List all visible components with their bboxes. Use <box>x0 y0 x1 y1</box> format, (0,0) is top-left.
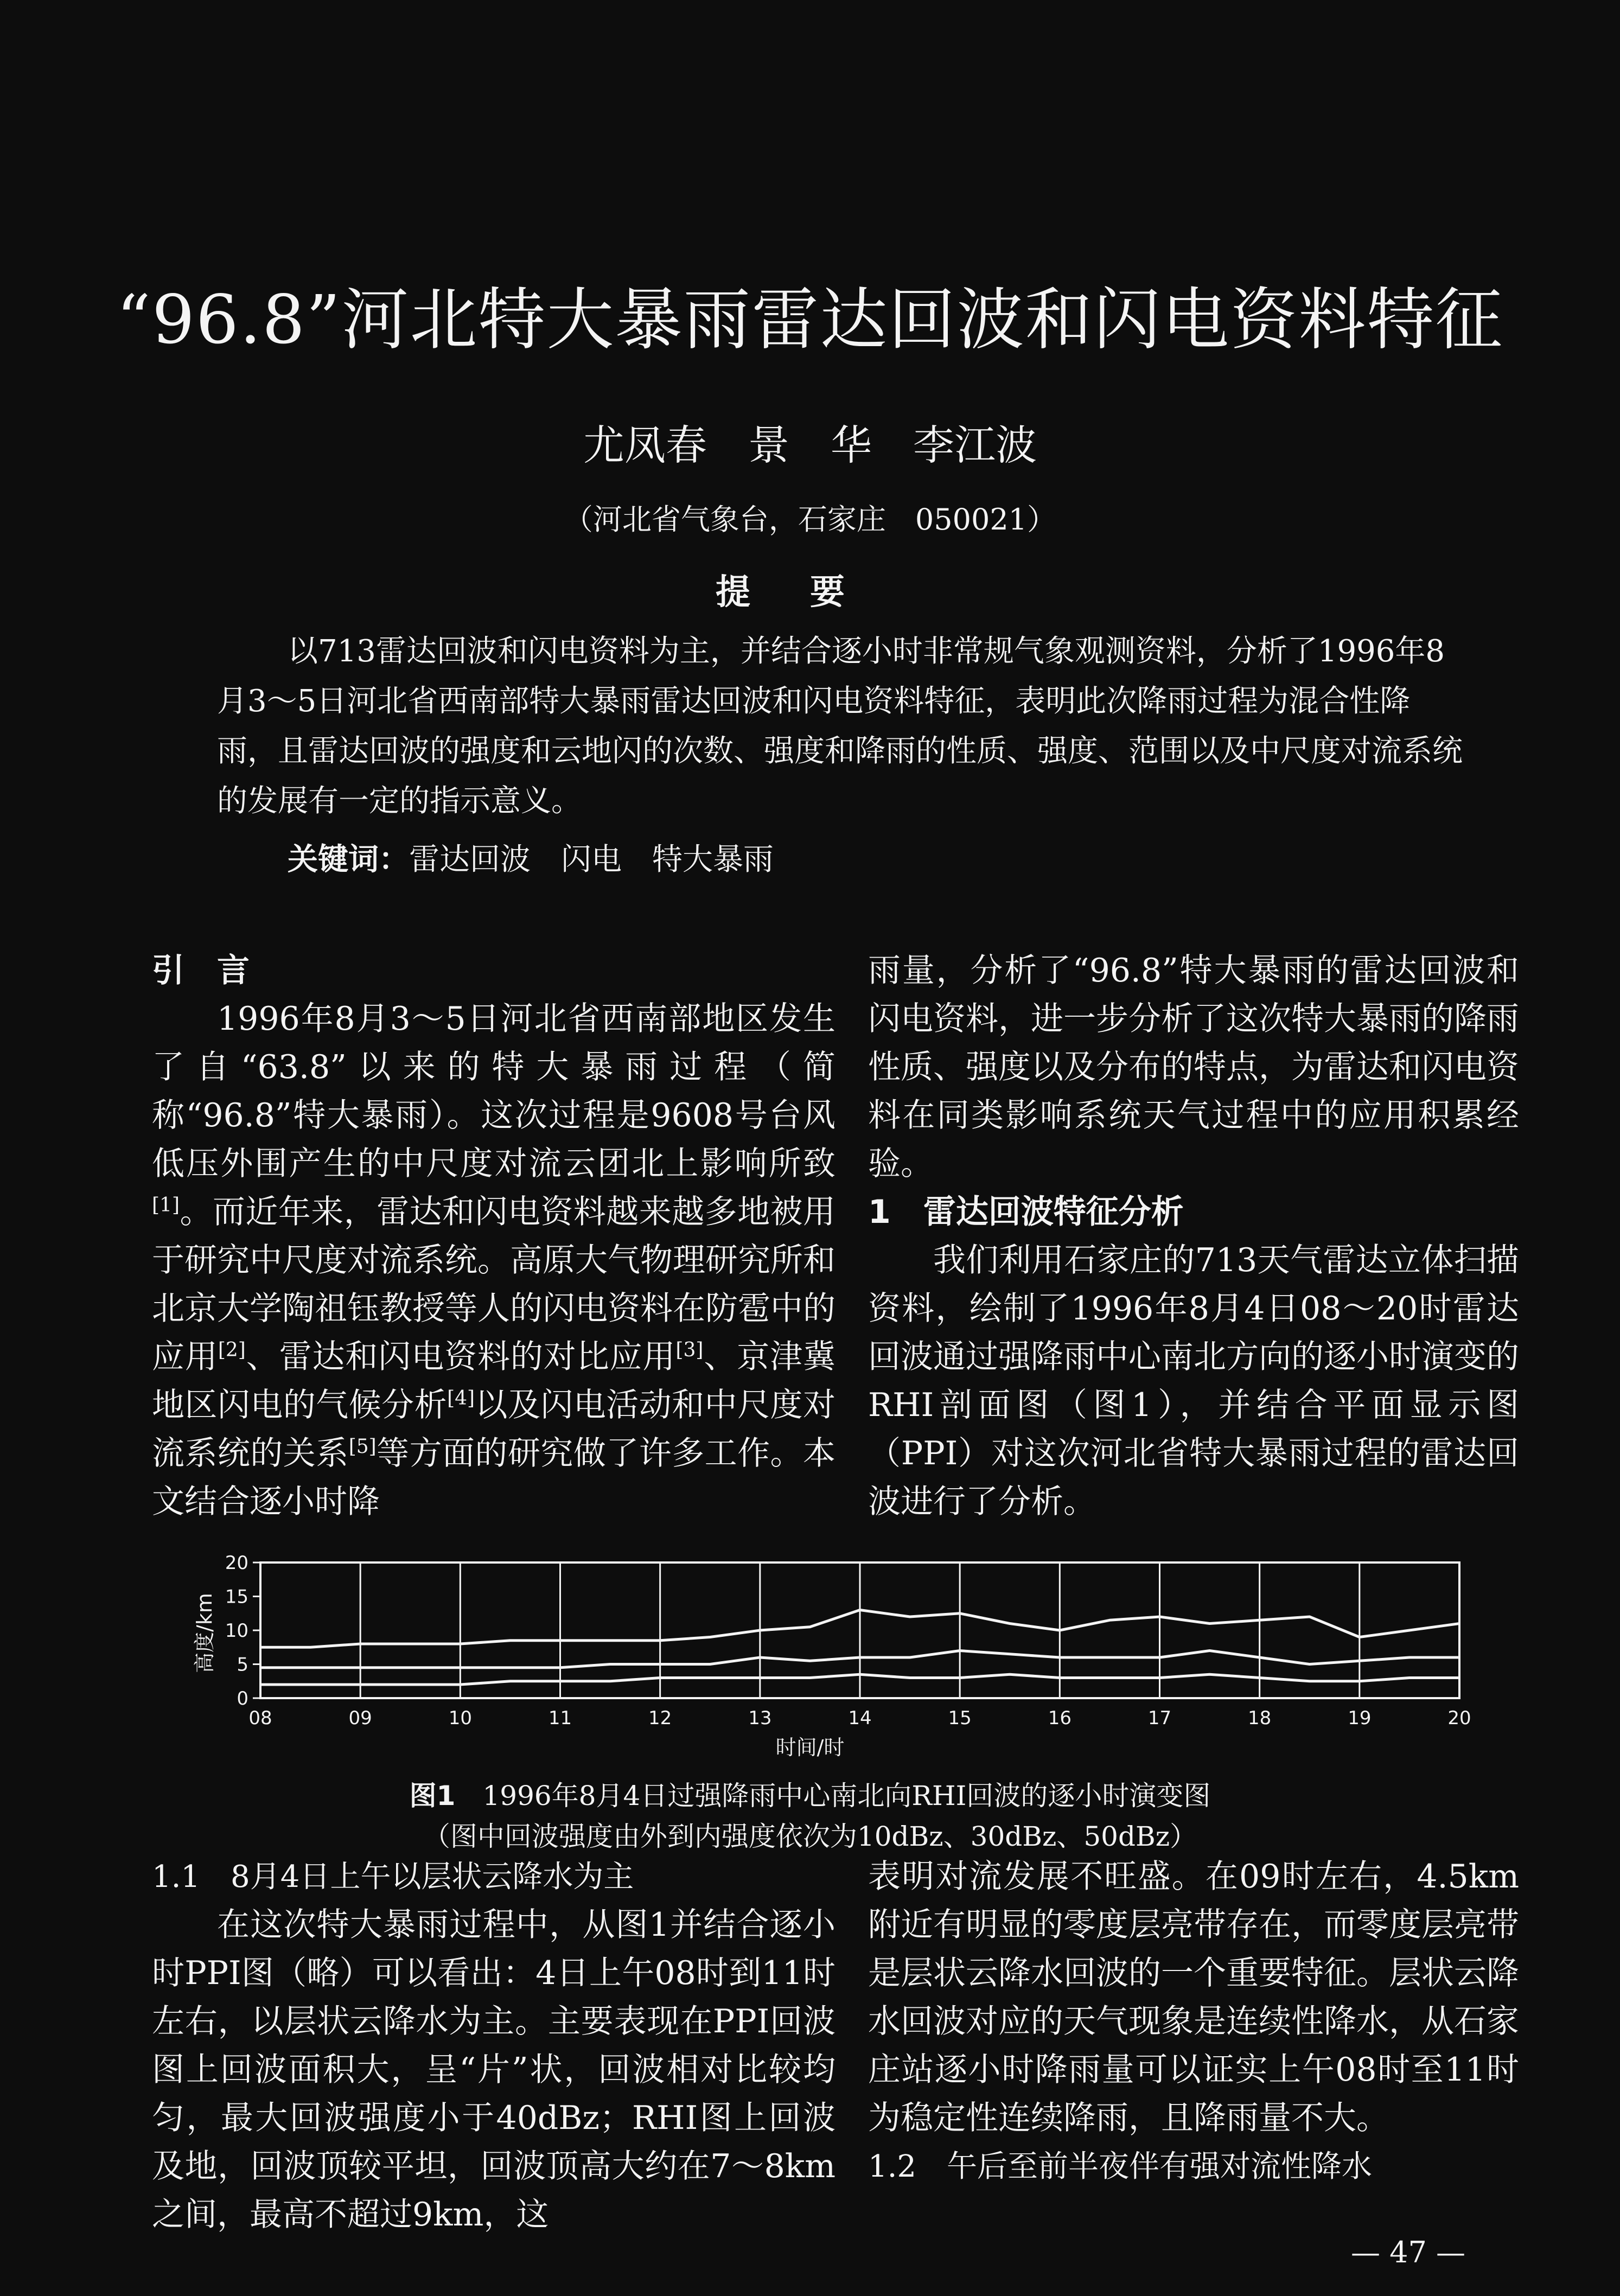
intro-section <box>152 947 835 1526</box>
ref-2: [2] <box>218 1339 246 1361</box>
x-tick-label: 17 <box>1147 1707 1172 1729</box>
figure1-caption-label: 图1 <box>409 1780 456 1812</box>
intro-heading: 引 言 <box>152 952 250 990</box>
subsection-1-1-heading: 1.1 8月4日上午以层状云降水为主 <box>152 1859 634 1895</box>
subsection-1-1 <box>152 1853 835 2239</box>
intro-text-c: 、雷达和闪电资料的对比应用 <box>245 1338 676 1376</box>
x-axis-label: 时间/时 <box>775 1736 845 1759</box>
intro-text-b: 。而近年来，雷达和闪电资料越来越多地被用于研究中尺度对流系统。高原大气物理研究所和北京大学陶祖钰教授等人的闪电资料在防雹中的应用 <box>152 1193 835 1376</box>
x-tick-label: 12 <box>648 1707 672 1729</box>
ref-3: [3] <box>675 1339 704 1361</box>
abstract-heading: 提要 <box>716 572 904 613</box>
abstract-text: 以713雷达回波和闪电资料为主，并结合逐小时非常规气象观测资料，分析了1996年8月3～5日河北省西南部特大暴雨雷达回波和闪电资料特征，表明此次降雨过程为混合性降雨，且雷达回波的强度和云地闪的次数、强度和降雨的性质、强度、范围以及中尺度对流系统的发展有一定的指示意义。 <box>217 634 1463 819</box>
x-tick-label: 18 <box>1248 1707 1272 1729</box>
intro-text-f: 等方面的研究做了许多工作。本文结合逐小时降 <box>152 1434 836 1521</box>
section1-paragraph: 我们利用石家庄的713天气雷达立体扫描资料，绘制了1996年8月4日08～20时雷达回波通过强降雨中心南北方向的逐小时演变的RHI剖面图（图1），并结合平面显示图（PPI）对这次河北省特大暴雨过程的雷达回波进行了分析。 <box>868 1241 1519 1521</box>
ref-4: [4] <box>447 1387 475 1410</box>
y-tick-label: 20 <box>225 1552 248 1574</box>
right-column-upper <box>868 947 1519 1526</box>
x-tick-label: 08 <box>248 1707 272 1729</box>
ref-1: [1] <box>152 1194 180 1216</box>
affiliation: （河北省气象台，石家庄 050021） <box>563 502 1057 537</box>
intro-text-a: 1996年8月3～5日河北省西南部地区发生了自“63.8”以来的特大暴雨过程（简称“96.8”特大暴雨）。这次过程是9608号台风低压外围产生的中尺度对流云团北上影响所致 <box>152 1000 835 1183</box>
x-tick-label: 09 <box>348 1707 372 1729</box>
y-tick-label: 0 <box>237 1688 248 1710</box>
subsection-1-1-paragraph: 在这次特大暴雨过程中，从图1并结合逐小时PPI图（略）可以看出：4日上午08时到11时左右，以层状云降水为主。主要表现在PPI回波图上回波面积大，呈“片”状，回波相对比较均匀，最大回波强度小于40dBz；RHI图上回波及地，回波顶较平坦，回波顶高大约在7～8km之间，最高不超过9km，这 <box>152 1906 835 2234</box>
keywords <box>288 836 774 879</box>
x-tick-label: 20 <box>1447 1707 1471 1729</box>
figure1-caption-note: （图中回波强度由外到内强度依次为10dBz、30dBz、50dBz） <box>423 1821 1197 1852</box>
figure1-caption <box>0 1774 1620 1813</box>
y-tick-label: 5 <box>237 1654 248 1676</box>
subsection-1-1-continuation: 表明对流发展不旺盛。在09时左右，4.5km附近有明显的零度层亮带存在，而零度层亮带是层状云降水回波的一个重要特征。层状云降水回波对应的天气现象是连续性降水，从石家庄站逐小时降雨量可以证实上午08时至11时为稳定性连续降雨，且降雨量不大。 <box>868 1858 1519 2137</box>
section1-heading: 1 雷达回波特征分析 <box>868 1193 1184 1231</box>
y-axis-label: 高度/km <box>193 1593 216 1673</box>
intro-text-d: 、京津冀地区闪电的气候分析 <box>152 1338 836 1424</box>
y-tick-label: 10 <box>225 1620 248 1642</box>
y-tick-label: 15 <box>225 1586 248 1608</box>
keywords-label: 关键词： <box>288 842 409 877</box>
page-number: — 47 — <box>1351 2235 1466 2269</box>
keywords-list: 雷达回波 闪电 特大暴雨 <box>409 842 774 877</box>
subsection-1-2-heading: 1.2 午后至前半夜伴有强对流性降水 <box>868 2149 1373 2184</box>
x-tick-label: 10 <box>448 1707 472 1729</box>
right-column-lower <box>868 1853 1519 2191</box>
intro-continuation: 雨量，分析了“96.8”特大暴雨的雷达回波和闪电资料，进一步分析了这次特大暴雨的降雨性质、强度以及分布的特点，为雷达和闪电资料在同类影响系统天气过程中的应用积累经验。 <box>868 952 1519 1183</box>
x-tick-label: 16 <box>1048 1707 1072 1729</box>
x-tick-label: 14 <box>848 1707 872 1729</box>
x-tick-label: 19 <box>1348 1707 1372 1729</box>
x-tick-label: 13 <box>748 1707 772 1729</box>
figure1-chart <box>179 1541 1508 1747</box>
x-tick-label: 15 <box>948 1707 972 1729</box>
chart-axes <box>225 1552 1471 1729</box>
paper-title: “96.8”河北特大暴雨雷达回波和闪电资料特征 <box>116 281 1504 359</box>
ref-5: [5] <box>348 1436 377 1458</box>
x-tick-label: 11 <box>548 1707 572 1729</box>
intro-text-e: 以及闪电活动和中尺度对流系统的关系 <box>152 1386 836 1472</box>
intro-paragraph <box>152 995 835 1526</box>
figure1-caption-text: 1996年8月4日过强降雨中心南北向RHI回波的逐小时演变图 <box>482 1780 1211 1812</box>
authors: 尤凤春 景 华 李江波 <box>583 421 1037 469</box>
